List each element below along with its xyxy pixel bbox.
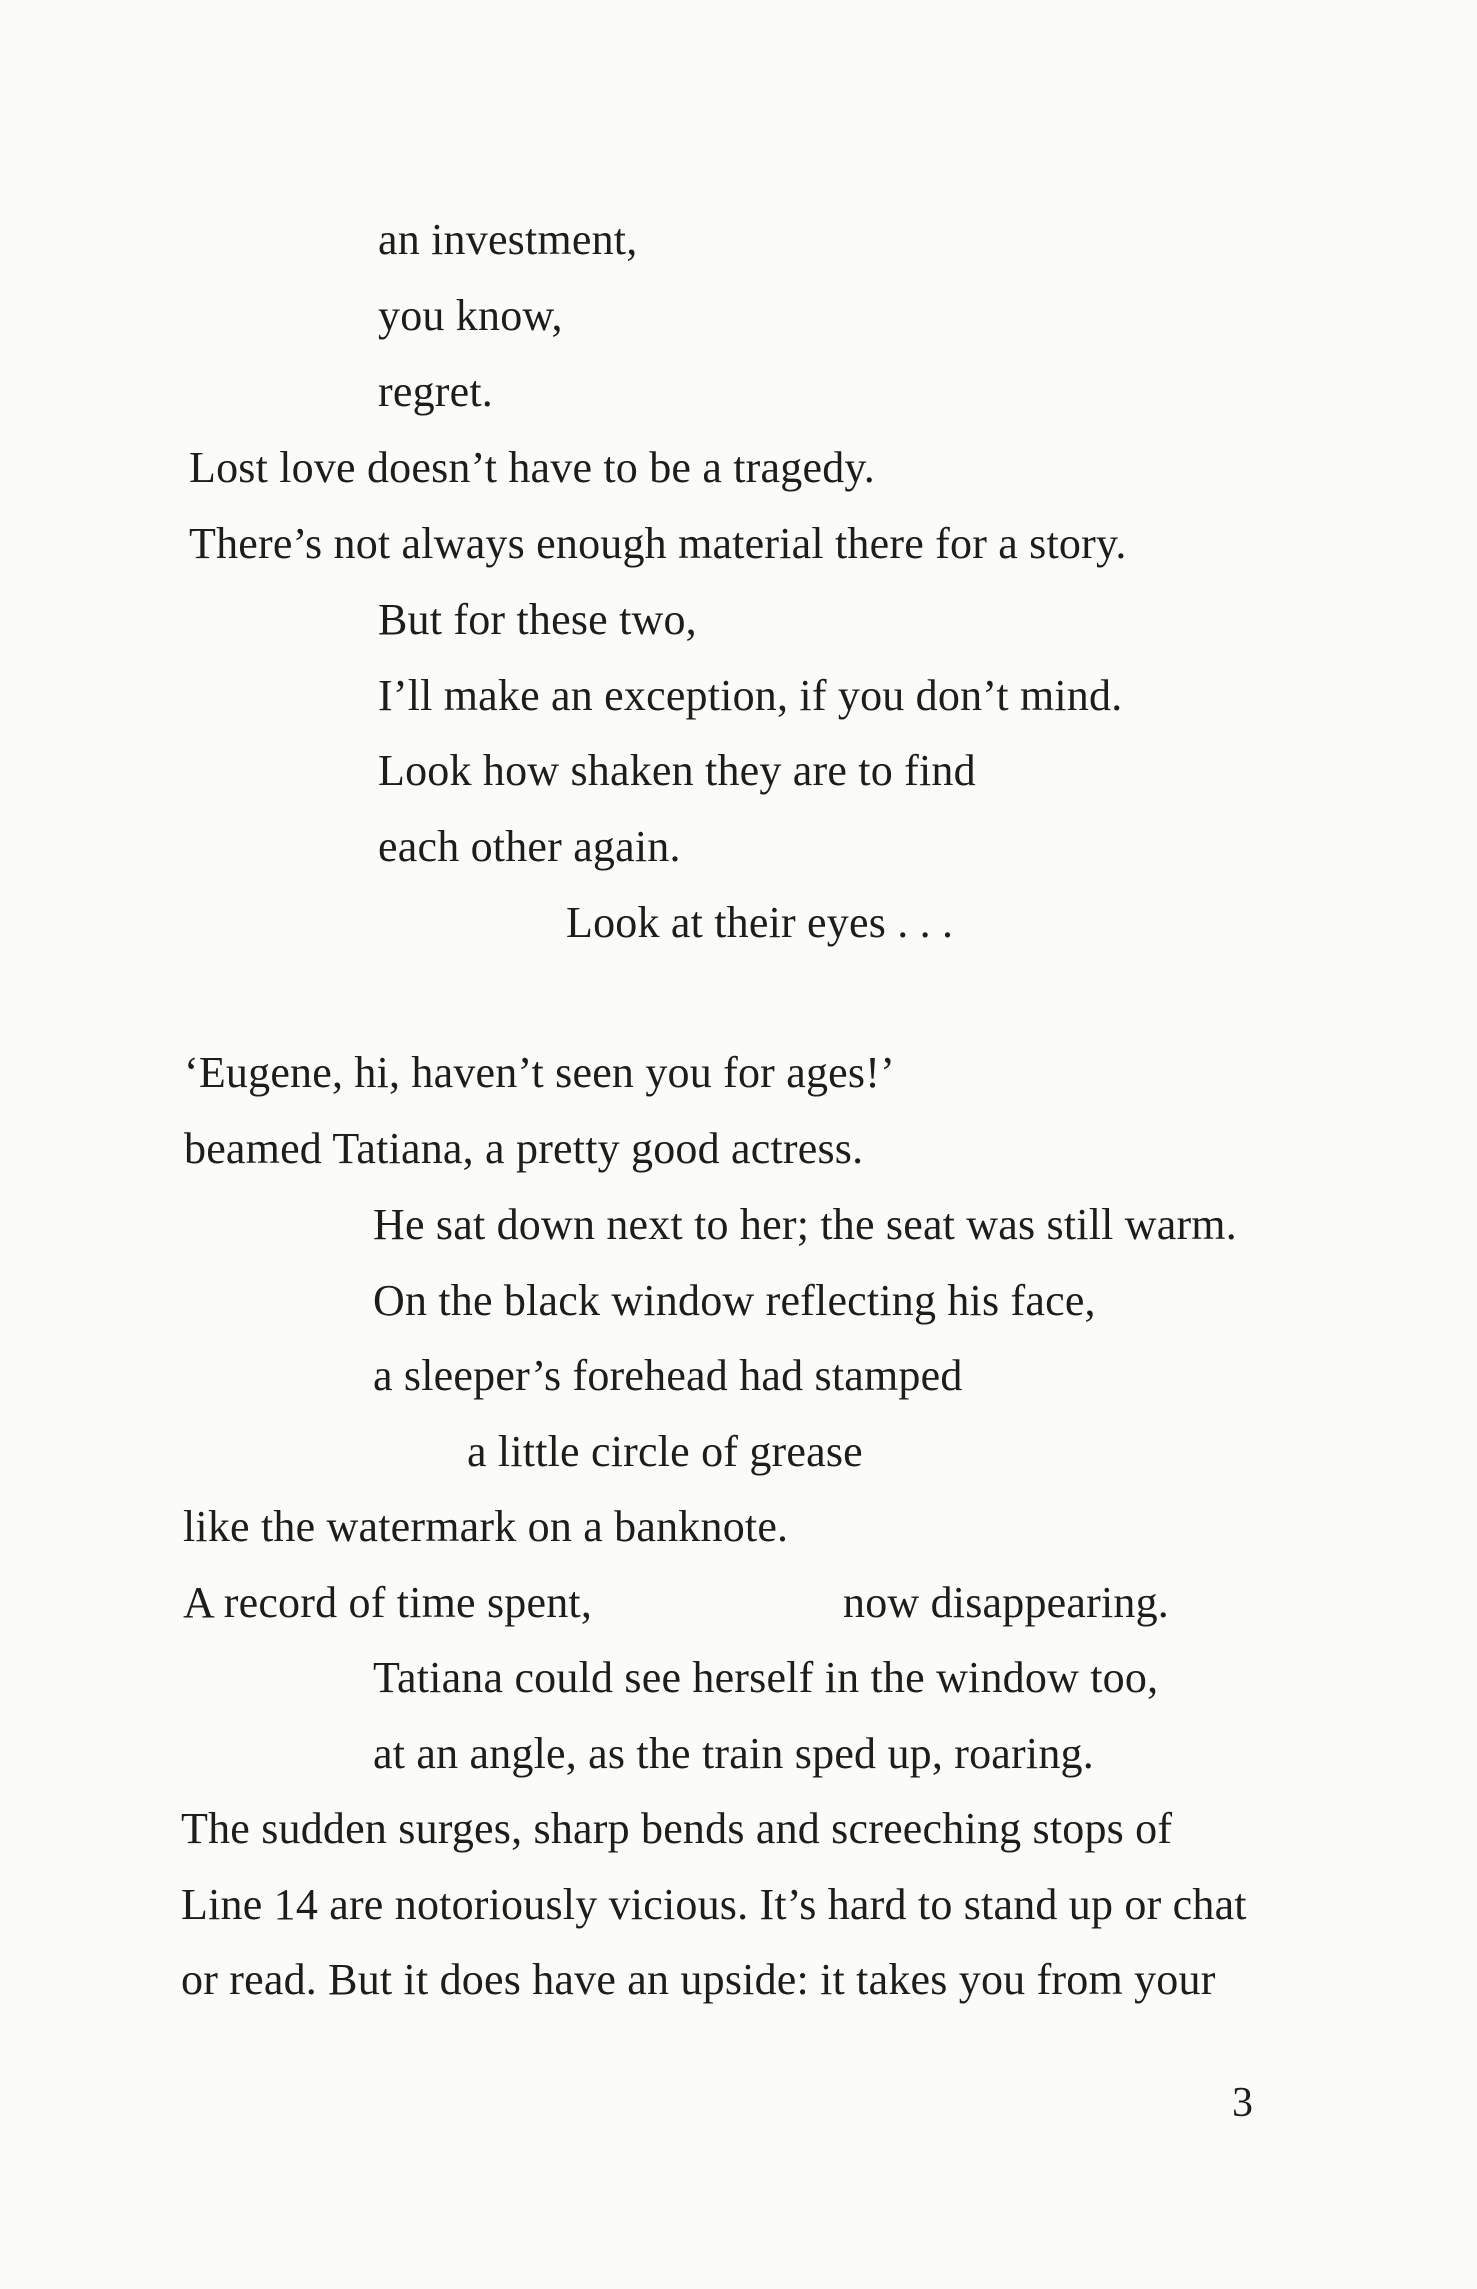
poem-line: you know, (378, 291, 563, 340)
poem-line: Lost love doesn’t have to be a tragedy. (189, 443, 875, 492)
prose-line: or read. But it does have an upside: it takes you from your (181, 1955, 1216, 2004)
poem-line: at an angle, as the train sped up, roaring. (373, 1729, 1094, 1778)
poem-line: now disappearing. (843, 1578, 1169, 1627)
poem-line: a little circle of grease (467, 1427, 863, 1476)
poem-line: regret. (378, 367, 493, 416)
poem-line: On the black window reflecting his face, (373, 1276, 1096, 1325)
poem-line: A record of time spent, (183, 1578, 593, 1627)
poem-line: like the watermark on a banknote. (183, 1502, 789, 1551)
page-number: 3 (1232, 2080, 1253, 2126)
poem-line: Tatiana could see herself in the window too, (373, 1653, 1159, 1702)
poem-line: Look how shaken they are to find (378, 746, 976, 795)
poem-line: Look at their eyes . . . (566, 898, 954, 947)
poem-line: each other again. (378, 822, 681, 871)
prose-line: The sudden surges, sharp bends and screeching stops of (181, 1804, 1173, 1853)
poem-line: an investment, (378, 215, 638, 264)
poem-line: He sat down next to her; the seat was still warm. (373, 1200, 1237, 1249)
poem-line: There’s not always enough material there for a story. (189, 519, 1127, 568)
poem-line: ‘Eugene, hi, haven’t seen you for ages!’ (184, 1048, 895, 1097)
poem-line: I’ll make an exception, if you don’t mind. (378, 671, 1123, 720)
prose-line: Line 14 are notoriously vicious. It’s hard to stand up or chat (181, 1880, 1247, 1929)
poem-line: a sleeper’s forehead had stamped (373, 1351, 963, 1400)
poem-line: But for these two, (378, 595, 697, 644)
poem-line: beamed Tatiana, a pretty good actress. (184, 1124, 864, 1173)
